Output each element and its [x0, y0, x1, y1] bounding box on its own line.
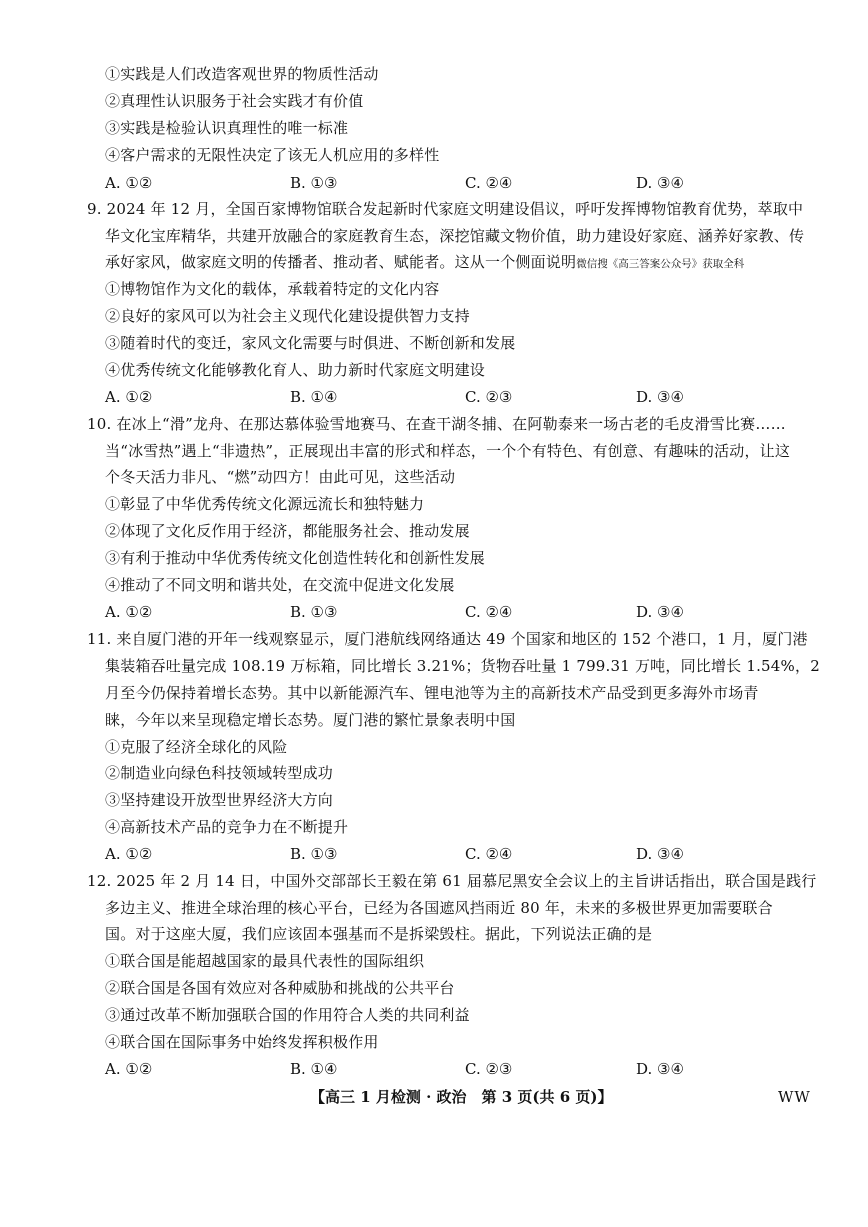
q10-option-3: ③有利于推动中华优秀传统文化创造性转化和创新性发展: [105, 549, 486, 567]
q9-option-3: ③随着时代的变迁，家风文化需要与时俱进、不断创新和发展: [105, 334, 516, 352]
q12-choice-a: A. ①②: [105, 1060, 153, 1078]
page-footer-title: 【高三 1 月检测 · 政治 第 3 页(共 6 页)】: [310, 1088, 613, 1106]
q9-choice-c: C. ②③: [465, 388, 513, 406]
q12-option-2: ②联合国是各国有效应对各种威胁和挑战的公共平台: [105, 979, 455, 997]
q12-stem-line-3: 国。对于这座大厦，我们应该固本强基而不是拆梁毁柱。据此，下列说法正确的是: [105, 925, 653, 943]
q11-option-2: ②制造业向绿色科技领域转型成功: [105, 764, 334, 782]
q12-option-1: ①联合国是能超越国家的最具代表性的国际组织: [105, 952, 425, 970]
q9-option-1: ①博物馆作为文化的载体，承载着特定的文化内容: [105, 280, 440, 298]
q10-option-2: ②体现了文化反作用于经济，都能服务社会、推动发展: [105, 522, 470, 540]
q11-choice-b: B. ①③: [290, 845, 338, 863]
q11-stem-line-2: 集装箱吞吐量完成 108.19 万标箱，同比增长 3.21%；货物吞吐量 1 799.31 万吨，同比增长 1.54%，2: [105, 657, 820, 675]
q8-option-4: ④客户需求的无限性决定了该无人机应用的多样性: [105, 146, 440, 164]
q10-choice-c: C. ②④: [465, 603, 513, 621]
q12-choice-d: D. ③④: [636, 1060, 684, 1078]
q12-choice-b: B. ①④: [290, 1060, 338, 1078]
q12-stem-line-2: 多边主义、推进全球治理的核心平台，已经为各国遮风挡雨近 80 年，未来的多极世界更加需要联合: [105, 899, 773, 917]
page-footer-code: WW: [778, 1088, 811, 1106]
q10-choice-b: B. ①③: [290, 603, 338, 621]
q8-choice-d: D. ③④: [636, 174, 684, 192]
q9-watermark-note: 微信搜《高三答案公众号》获取全科: [576, 258, 745, 270]
q11-choice-c: C. ②④: [465, 845, 513, 863]
q9-choice-d: D. ③④: [636, 388, 684, 406]
q8-option-1: ①实践是人们改造客观世界的物质性活动: [105, 65, 379, 83]
q10-stem-line-3: 个冬天活力非凡、“燃”动四方！由此可见，这些活动: [105, 468, 456, 486]
q12-option-3: ③通过改革不断加强联合国的作用符合人类的共同利益: [105, 1006, 470, 1024]
q11-option-1: ①克服了经济全球化的风险: [105, 738, 288, 756]
q10-stem-line-2: 当“冰雪热”遇上“非遗热”，正展现出丰富的形式和样态，一个个有特色、有创意、有趣味的活动，让这: [105, 442, 791, 460]
q10-option-4: ④推动了不同文明和谐共处，在交流中促进文化发展: [105, 576, 455, 594]
q10-stem-line-1: 10. 在冰上“滑”龙舟、在那达慕体验雪地赛马、在查干湖冬捕、在阿勒泰来一场古老的毛皮滑雪比赛……: [87, 415, 786, 433]
q9-choice-a: A. ①②: [105, 388, 153, 406]
q12-choice-c: C. ②③: [465, 1060, 513, 1078]
q8-option-2: ②真理性认识服务于社会实践才有价值: [105, 92, 364, 110]
q11-stem-line-3: 月至今仍保持着增长态势。其中以新能源汽车、锂电池等为主的高新技术产品受到更多海外市场青: [105, 684, 759, 702]
q9-stem-line-3-text: 承好家风，做家庭文明的传播者、推动者、赋能者。这从一个侧面说明: [105, 253, 577, 271]
q12-stem-line-1: 12. 2025 年 2 月 14 日，中国外交部部长王毅在第 61 届慕尼黑安全会议上的主旨讲话指出，联合国是践行: [87, 872, 817, 890]
q11-stem-line-1: 11. 来自厦门港的开年一线观察显示，厦门港航线网络通达 49 个国家和地区的 152 个港口，1 月，厦门港: [87, 630, 808, 648]
q9-stem-line-3: [105, 252, 744, 274]
q8-option-3: ③实践是检验认识真理性的唯一标准: [105, 119, 349, 137]
q11-choice-d: D. ③④: [636, 845, 684, 863]
q9-option-2: ②良好的家风可以为社会主义现代化建设提供智力支持: [105, 307, 470, 325]
q11-choice-a: A. ①②: [105, 845, 153, 863]
q9-choice-b: B. ①④: [290, 388, 338, 406]
q8-choice-a: A. ①②: [105, 174, 153, 192]
q10-choice-d: D. ③④: [636, 603, 684, 621]
q11-option-4: ④高新技术产品的竞争力在不断提升: [105, 818, 349, 836]
q12-option-4: ④联合国在国际事务中始终发挥积极作用: [105, 1033, 379, 1051]
q11-stem-line-4: 睐，今年以来呈现稳定增长态势。厦门港的繁忙景象表明中国: [105, 711, 516, 729]
q9-stem-line-1: 9. 2024 年 12 月，全国百家博物馆联合发起新时代家庭文明建设倡议，呼吁发挥博物馆教育优势，萃取中: [87, 200, 804, 218]
q8-choice-b: B. ①③: [290, 174, 338, 192]
q9-option-4: ④优秀传统文化能够教化育人、助力新时代家庭文明建设: [105, 361, 486, 379]
q10-option-1: ①彰显了中华优秀传统文化源远流长和独特魅力: [105, 495, 425, 513]
q10-choice-a: A. ①②: [105, 603, 153, 621]
q8-choice-c: C. ②④: [465, 174, 513, 192]
q9-stem-line-2: 华文化宝库精华，共建开放融合的家庭教育生态，深挖馆藏文物价值，助力建设好家庭、涵养好家教、传: [105, 227, 805, 245]
q11-option-3: ③坚持建设开放型世界经济大方向: [105, 791, 334, 809]
